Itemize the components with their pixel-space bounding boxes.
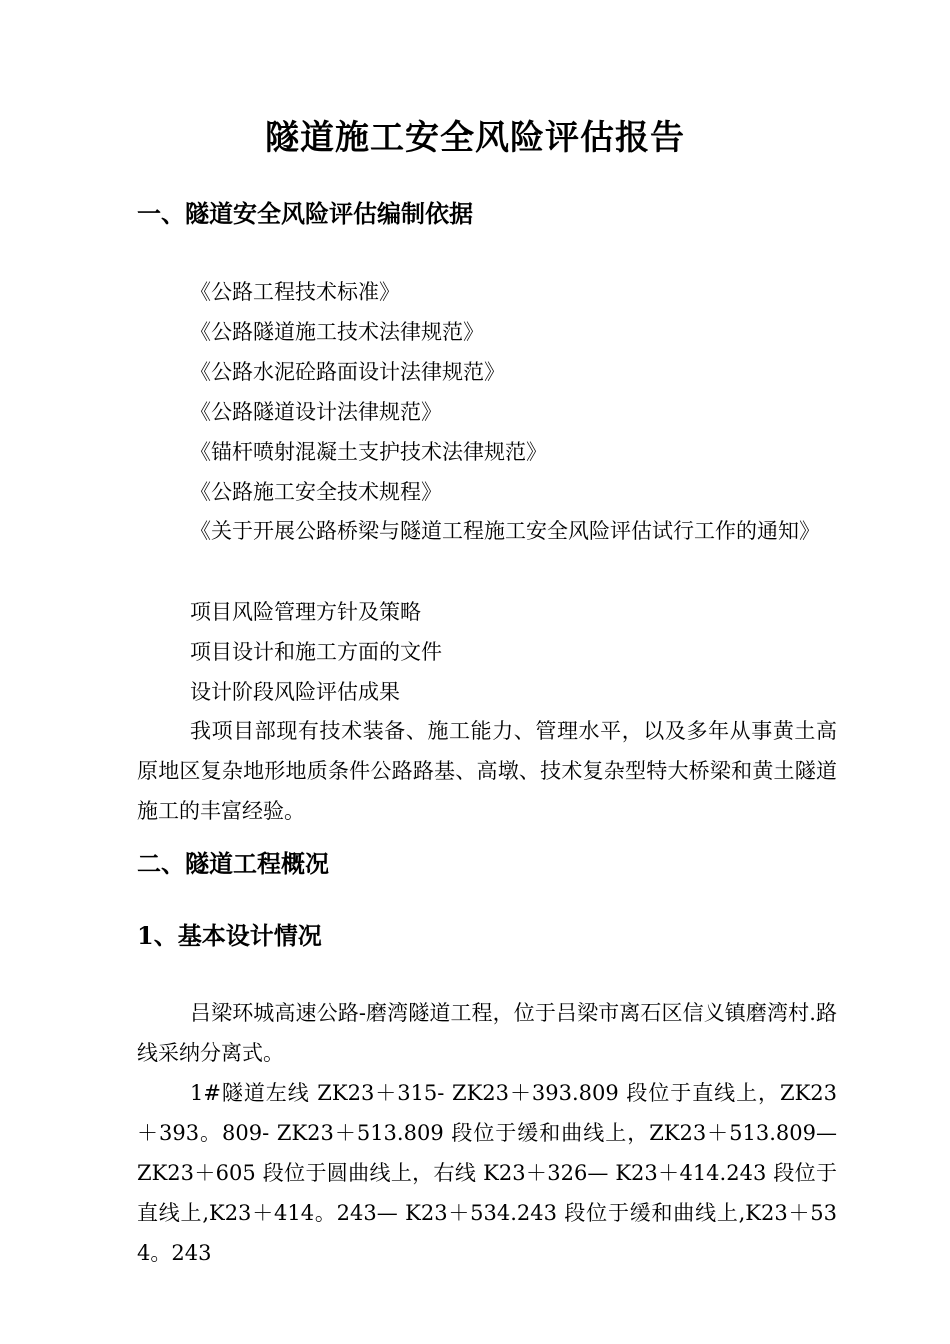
basis-item: 设计阶段风险评估成果	[190, 680, 400, 704]
reference-item: 《公路水泥砼路面设计法律规范》	[190, 360, 505, 384]
capability-paragraph: 我项目部现有技术装备、施工能力、管理水平，以及多年从事黄土高原地区复杂地形地质条件公路路基、高墩、技术复杂型特大桥梁和黄土隧道施工的丰富经验。	[137, 719, 837, 823]
reference-item: 《公路隧道施工技术法律规范》	[190, 320, 484, 344]
section-heading-basis: 一、隧道安全风险评估编制依据	[137, 199, 473, 228]
basis-item: 项目风险管理方针及策略	[190, 600, 421, 624]
reference-item: 《公路施工安全技术规程》	[190, 480, 442, 504]
project-location-paragraph: 吕梁环城高速公路-磨湾隧道工程，位于吕梁市离石区信义镇磨湾村.路线采纳分离式。	[137, 1001, 837, 1065]
basis-item: 项目设计和施工方面的文件	[190, 640, 442, 664]
document-title: 隧道施工安全风险评估报告	[265, 118, 685, 158]
reference-item: 《公路工程技术标准》	[190, 280, 400, 304]
alignment-paragraph: 1#隧道左线 ZK23＋315- ZK23＋393.809 段位于直线上，ZK23＋393。809- ZK23＋513.809 段位于缓和曲线上，ZK23＋513.809— ZK23＋605 段位于圆曲线上，右线 K23＋326— K23＋414.243 段位于直线上,K23＋414。243— K23＋534.243 段位于缓和曲线上,K23＋534。243	[137, 1081, 837, 1265]
reference-item-long: 《关于开展公路桥梁与隧道工程施工安全风险评估试行工作的通知》	[190, 519, 820, 543]
reference-item: 《锚杆喷射混凝土支护技术法律规范》	[190, 440, 547, 464]
subsection-heading-design: 1、基本设计情况	[137, 921, 322, 950]
reference-item: 《公路隧道设计法律规范》	[190, 400, 442, 424]
section-heading-overview: 二、隧道工程概况	[137, 849, 329, 878]
